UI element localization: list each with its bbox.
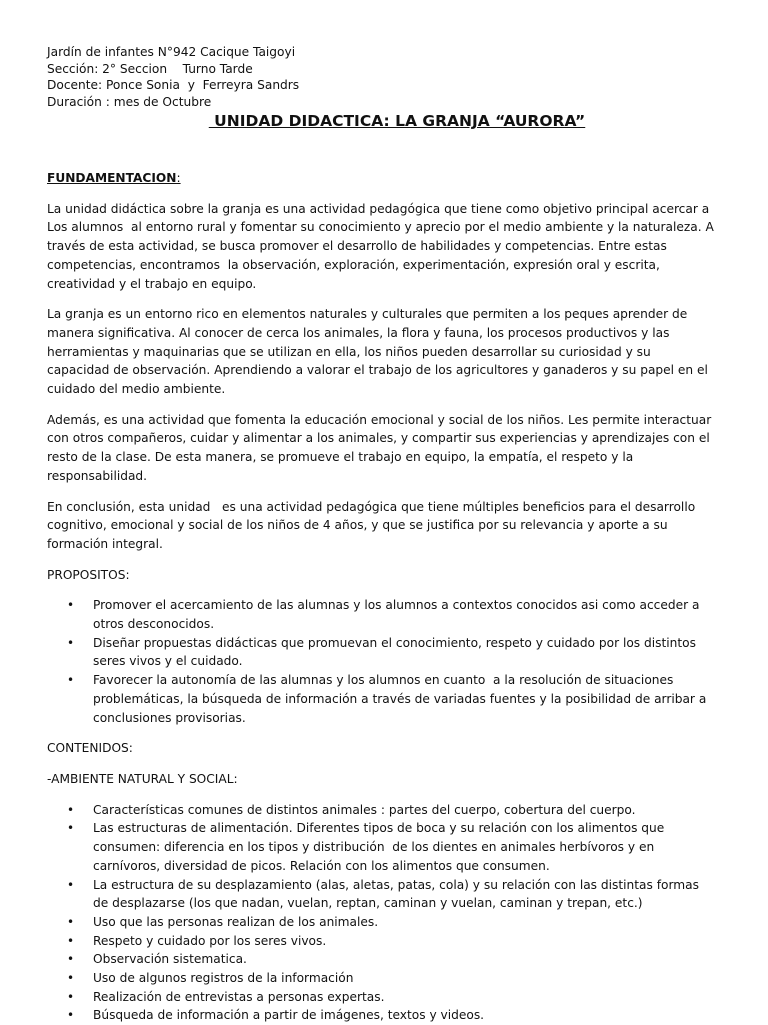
bullet-icon: • <box>67 914 75 929</box>
list-item <box>47 932 717 951</box>
contenidos-heading: CONTENIDOS: <box>47 741 133 756</box>
list-item-text: La estructura de su desplazamiento (alas, aletas, patas, cola) y su relación con las distintas formas de desplazarse (los que nadan, vuelan, reptan, caminan y vuelan, caminan y trepan, etc.) <box>93 877 699 911</box>
list-item-text: Diseñar propuestas didácticas que promuevan el conocimiento, respeto y cuidado por los distintos seres vivos y el cuidado. <box>93 635 696 669</box>
fundamentacion-heading-colon: : <box>176 171 181 185</box>
bullet-icon: • <box>67 989 75 1004</box>
contenidos-list <box>47 801 717 1025</box>
list-item-text: Observación sistematica. <box>93 952 247 967</box>
list-item-text: Las estructuras de alimentación. Diferentes tipos de boca y su relación con los alimentos que consumen: diferencia en los tipos y distribución de los dientes en animales herbívoros y en carnívoros, diversidad de picos. Relación con los alimentos que consumen. <box>93 821 669 873</box>
fundamentacion-paragraph: La unidad didáctica sobre la granja es una actividad pedagógica que tiene como objetivo principal acercar a Los alumnos al entorno rural y fomentar su conocimiento y aprecio por el medio ambiente y la naturaleza. A través de esta actividad, se busca promover el desarrollo de habilidades y competencias. Entre estas competencias, encontramos la observación, exploración, experimentación, expresión oral y escrita, creatividad y el trabajo en equipo. <box>47 201 718 291</box>
list-item-text: Favorecer la autonomía de las alumnas y los alumnos en cuanto a la resolución de situaciones problemáticas, la búsqueda de información a través de variadas fuentes y la posibilidad de arribar a conclusiones provisorias. <box>93 673 711 725</box>
bullet-icon: • <box>67 1008 75 1023</box>
document-header <box>47 44 717 110</box>
school-name: Jardín de infantes N°942 Cacique Taigoyi <box>47 45 296 59</box>
fundamentacion-paragraph: Además, es una actividad que fomenta la educación emocional y social de los niños. Les permite interactuar con otros compañeros, cuidar y alimentar a los animales, y compartir sus experiencias y aprendizajes con el resto de la clase. De esta manera, se promueve el trabajo en equipo, la empatía, el respeto y la responsabilidad. <box>47 412 716 483</box>
bullet-icon: • <box>67 877 75 892</box>
list-item <box>47 950 717 969</box>
fundamentacion-heading <box>47 169 717 188</box>
propositos-list <box>47 596 717 727</box>
fundamentacion-heading-text: FUNDAMENTACION <box>47 171 177 185</box>
list-item <box>47 819 717 875</box>
fundamentacion-paragraph: En conclusión, esta unidad es una actividad pedagógica que tiene múltiples beneficios para el desarrollo cognitivo, emocional y social de los niños de 4 años, y que se justifica por su relevancia y aporte a su formación integral. <box>47 499 700 551</box>
bullet-icon: • <box>67 933 75 948</box>
list-item <box>47 1006 717 1025</box>
list-item-text: Características comunes de distintos animales : partes del cuerpo, cobertura del cuerpo. <box>93 802 636 817</box>
list-item <box>47 671 717 727</box>
list-item-text: Realización de entrevistas a personas expertas. <box>93 989 385 1004</box>
bullet-icon: • <box>67 971 75 986</box>
bullet-icon: • <box>67 673 75 688</box>
teachers: Docente: Ponce Sonia y Ferreyra Sandrs <box>47 78 300 92</box>
section-shift: Sección: 2° Seccion Turno Tarde <box>47 61 253 76</box>
list-item-text: Uso que las personas realizan de los animales. <box>93 914 379 929</box>
list-item-text: Promover el acercamiento de las alumnas y los alumnos a contextos conocidos asi como acceder a otros desconocidos. <box>93 598 700 632</box>
list-item-text: Respeto y cuidado por los seres vivos. <box>93 933 327 948</box>
contenidos-subheading: -AMBIENTE NATURAL Y SOCIAL: <box>47 771 238 786</box>
duration: Duración : mes de Octubre <box>47 94 212 109</box>
list-item-text: Uso de algunos registros de la información <box>93 971 354 986</box>
document-title: UNIDAD DIDACTICA: LA GRANJA “AURORA” <box>208 112 586 130</box>
fundamentacion-paragraph: La granja es un entorno rico en elementos naturales y culturales que permiten a los peques aprender de manera significativa. Al conocer de cerca los animales, la flora y fauna, los procesos productivos y las herramientas y maquinarias que se utilizan en ella, los niños pueden desarrollar su curiosidad y su capacidad de observación. Aprendiendo a valorar el trabajo de los agricultores y ganaderos y su papel en el cuidado del medio ambiente. <box>47 307 712 397</box>
bullet-icon: • <box>67 802 75 817</box>
list-item-text: Búsqueda de información a partir de imágenes, textos y videos. <box>93 1008 485 1023</box>
list-item <box>47 969 717 988</box>
document-page <box>47 44 717 1025</box>
bullet-icon: • <box>67 952 75 967</box>
list-item <box>47 876 717 913</box>
bullet-icon: • <box>67 821 75 836</box>
list-item <box>47 596 717 633</box>
list-item <box>47 801 717 820</box>
bullet-icon: • <box>67 598 75 613</box>
bullet-icon: • <box>67 635 75 650</box>
list-item <box>47 988 717 1007</box>
list-item <box>47 634 717 671</box>
list-item <box>47 913 717 932</box>
propositos-heading: PROPOSITOS: <box>47 567 130 582</box>
